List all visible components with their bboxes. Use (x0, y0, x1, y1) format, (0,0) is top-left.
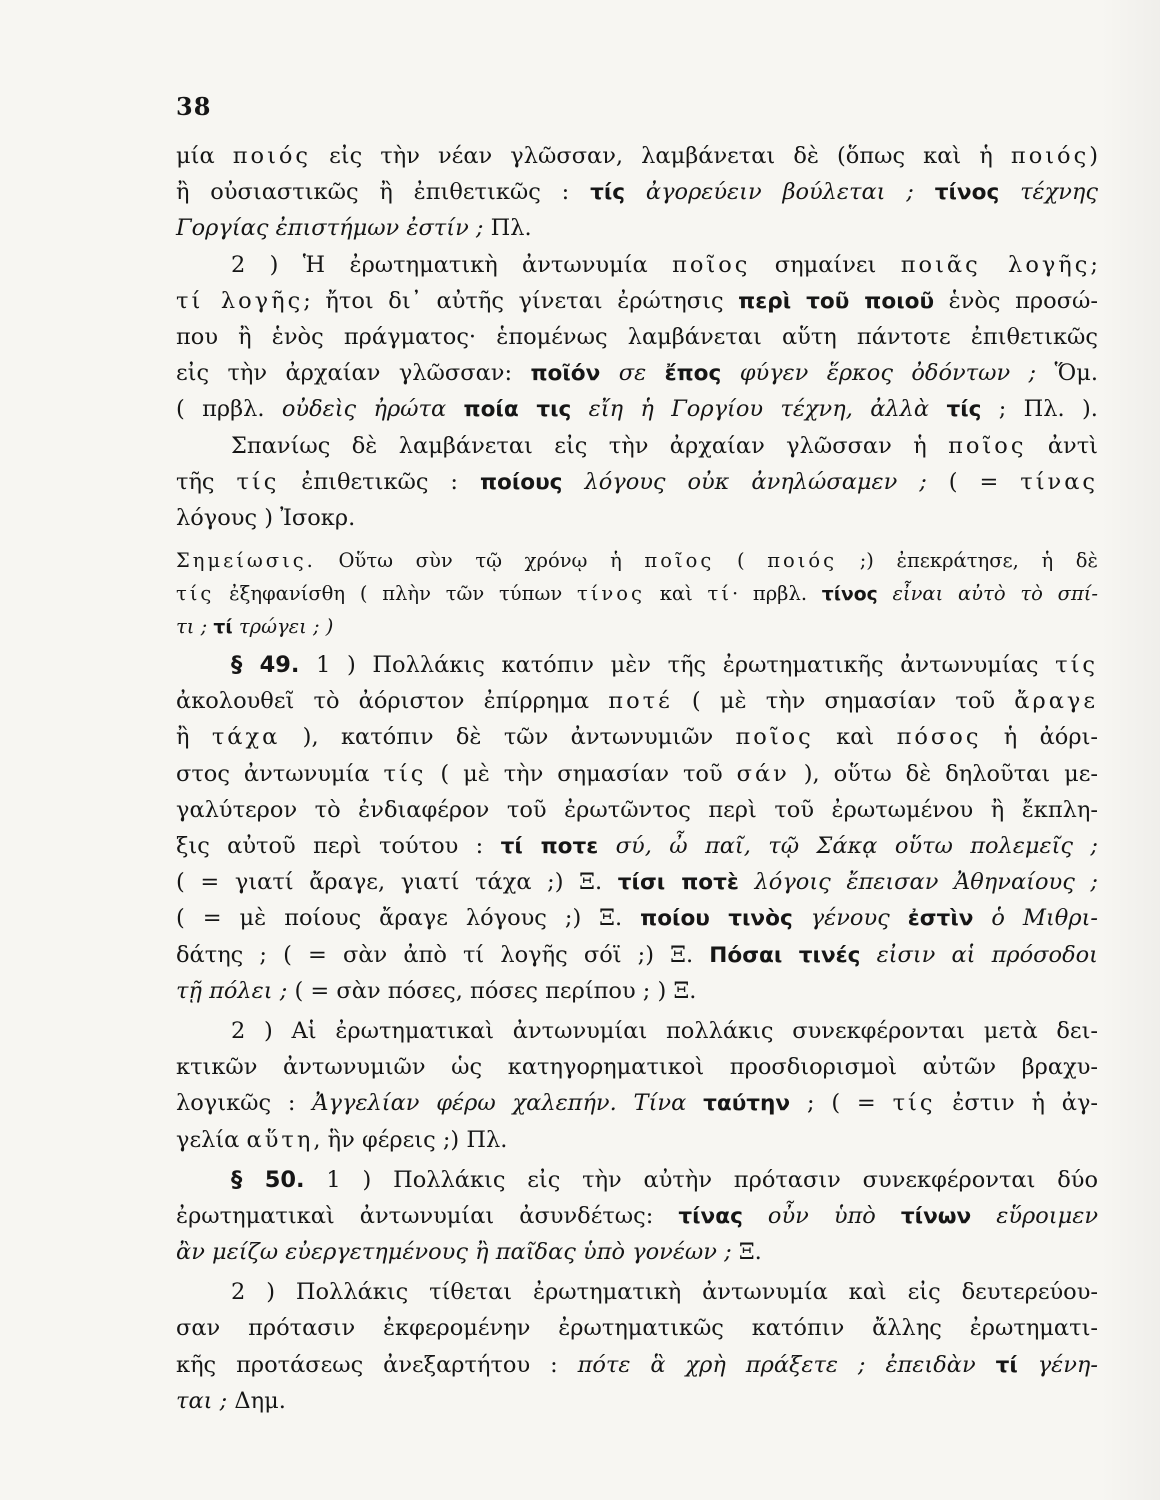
text-segment: ἐπιθετικῶς : (279, 468, 480, 495)
text-segment: ( μὲ τὴν σημασίαν τοῦ (672, 688, 1015, 715)
spaced-term: ποιᾶς λογῆς (900, 251, 1091, 278)
text-segment: ἢ (176, 724, 212, 751)
text-segment: ἢ οὐσιαστικῶς ἢ ἐπιθετικῶς : (176, 179, 591, 206)
page-number: 38 (176, 92, 212, 121)
spaced-term: ποῖος (672, 251, 751, 278)
bold-term: ποία τις (463, 397, 572, 423)
text-segment: λογικῶς : (176, 1090, 313, 1117)
bold-term: τίς (590, 180, 626, 206)
spaced-term: σάν (736, 760, 790, 787)
text-line (176, 464, 1098, 500)
italic-quotation: τρώγει ; ) (232, 615, 334, 639)
text-segment: ( πρβλ. (176, 396, 282, 423)
italic-quotation: Ἀγγελίαν φέρω χαλεπήν. Τίνα (312, 1090, 704, 1117)
spaced-term: ποιός (232, 143, 312, 169)
text-segment: ), κατόπιν δὲ τῶν ἀντωνυμιῶν (280, 724, 736, 751)
italic-quotation: Γοργίας ἐπιστήμων ἐστίν ; (176, 215, 491, 242)
spaced-term: πόσος (896, 724, 982, 751)
text-segment: ἐξηφανίσθη ( πλὴν τῶν τύπων (214, 582, 577, 606)
paragraph-line (176, 1013, 1098, 1049)
bold-term: ταύτην (703, 1091, 791, 1117)
text-segment: καὶ (813, 724, 897, 751)
paragraph-line (176, 1274, 1098, 1310)
bold-term: περὶ τοῦ ποιοῦ (738, 288, 935, 314)
bold-term: τίνος (821, 584, 878, 606)
text-line (176, 937, 1098, 973)
text-segment: ; ἤτοι δι᾽ αὐτῆς γίνεται ἐρώτησις (303, 287, 739, 314)
italic-quotation: ἀγορεύειν βούλεται ; (625, 179, 935, 206)
text-segment: ) (1089, 143, 1098, 169)
text-segment: ), οὕτω δὲ δηλοῦται με- (789, 760, 1099, 787)
text-segment: ἐρωτηματικαὶ ἀντωνυμίαι ἀσυνδέτως: (176, 1202, 679, 1229)
spaced-term: τί (707, 582, 732, 606)
text-line (176, 138, 1098, 174)
section-49-heading-line (176, 647, 1098, 683)
text-segment: τῆς (176, 468, 237, 495)
text-segment: Πλ. (490, 215, 532, 242)
italic-quotation: γένη- (1017, 1351, 1099, 1378)
text-segment: Σπανίως δὲ λαμβάνεται εἰς τὴν ἀρχαίαν γλῶσσαν ἡ (231, 432, 949, 459)
body-text (176, 138, 1098, 1419)
text-line (176, 1347, 1098, 1383)
spaced-term: ποτέ (608, 688, 673, 715)
text-segment: ( = σὰν πόσες, πόσες περίπου ; ) Ξ. (294, 977, 697, 1004)
text-segment: , ἣν φέρεις ;) Πλ. (313, 1126, 508, 1153)
text-segment: καὶ (644, 582, 708, 606)
text-segment: ; Πλ. ). (981, 396, 1098, 423)
bold-term: ποίου τινὸς (640, 906, 793, 932)
spaced-term: ποιός (1010, 143, 1090, 169)
note-line (176, 544, 1098, 577)
text-line (176, 500, 1098, 536)
text-segment: 2 ) Πολλάκις τίθεται ἐρωτηματικὴ ἀντωνυμία καὶ εἰς δευτερεύου- (231, 1279, 1098, 1306)
italic-quotation: σε (600, 360, 665, 387)
text-segment: ἀκολουθεῖ τὸ ἀόριστον ἐπίρρημα (176, 688, 609, 715)
text-segment: 2 ) Ἡ ἐρωτηματικὴ ἀντωνυμία (231, 251, 673, 278)
text-segment: κτικῶν ἀντωνυμιῶν ὡς κατηγορηματικοὶ προσδιορισμοὶ αὐτῶν βραχυ- (176, 1054, 1098, 1081)
text-segment: Ὅμ. (1054, 360, 1098, 387)
text-line (176, 973, 1098, 1009)
spaced-term: τίνας (1020, 468, 1098, 495)
text-line (176, 283, 1098, 319)
text-line (176, 792, 1098, 828)
text-segment: που ἢ ἑνὸς πράγματος· ἑπομένως λαμβάνεται αὕτη πάντοτε ἐπιθετικῶς (176, 323, 1098, 350)
italic-quotation: οὕτω πολεμεῖς ; (894, 833, 1098, 859)
spaced-term: τίς (176, 582, 215, 606)
note-line (176, 577, 1098, 610)
spaced-term: Σημείωσις. (176, 549, 316, 573)
bold-term: ἔπος (664, 361, 722, 387)
text-line (176, 683, 1098, 719)
text-segment: μία (176, 143, 233, 169)
text-segment: σημαίνει (750, 251, 901, 278)
bold-term: τί ποτε (500, 834, 599, 859)
text-segment: εἰς τὴν ἀρχαίαν γλῶσσαν: (176, 360, 531, 387)
italic-quotation: εὕροιμεν (971, 1202, 1099, 1229)
note-line (176, 610, 1098, 643)
spaced-term: τίς (383, 760, 427, 787)
text-segment: λόγους ) Ἰσοκρ. (176, 504, 356, 531)
bold-term: τί (213, 617, 233, 639)
text-segment: Ξ. (738, 1239, 762, 1266)
bold-term: ποίους (479, 469, 563, 495)
text-line (176, 1085, 1098, 1121)
text-segment: ( = μὲ ποίους ἄραγε λόγους ;) Ξ. (176, 905, 641, 932)
text-segment: Οὕτω σὺν τῷ χρόνῳ ἡ (315, 549, 645, 573)
spaced-term: ποῖος (735, 724, 814, 751)
italic-quotation: πότε ἃ χρὴ πράξετε ; ἐπειδὰν (577, 1351, 996, 1378)
text-segment: εἰς τὴν νέαν γλῶσσαν, λαμβάνεται δὲ (ὅπως καὶ ἡ (311, 143, 1011, 169)
text-line (176, 1198, 1098, 1234)
page-edge-shadow (1100, 0, 1160, 1500)
spaced-term: τίς (892, 1090, 936, 1117)
italic-quotation: εἶναι αὐτὸ τὸ σπί- (877, 582, 1098, 606)
text-segment: γαλύτερον τὸ ἐνδιαφέρον τοῦ ἐρωτῶντος περὶ τοῦ ἐρωτωμένου ἢ ἔκπλη- (176, 796, 1098, 823)
spaced-term: ποῖος (948, 432, 1027, 459)
section-number: § 49. (231, 652, 300, 679)
text-line (176, 1234, 1098, 1270)
bold-term: ἐστὶν (907, 906, 974, 932)
bold-term: ποῖόν (530, 361, 601, 387)
italic-quotation: γένους (792, 905, 908, 932)
text-line (176, 1310, 1098, 1346)
italic-quotation: εἴη ἡ Γοργίου τέχνη, ἀλλὰ (571, 396, 947, 423)
bold-term: τί (995, 1352, 1018, 1378)
text-line (176, 1122, 1098, 1158)
spaced-term: ἄραγε (1014, 688, 1099, 715)
italic-quotation: ὁ Μιθρι- (973, 905, 1098, 932)
bold-term: τίνων (900, 1203, 972, 1229)
text-segment: ;) ἐπεκράτησε, ἡ δὲ (837, 549, 1098, 573)
section-number: § 50. (231, 1166, 305, 1193)
text-segment: ; ( = (790, 1090, 893, 1117)
text-segment: ἐστιν ἡ ἀγ- (935, 1090, 1098, 1117)
text-segment: σαν πρότασιν ἐκφερομένην ἐρωτηματικῶς κατόπιν ἄλλης ἐρωτηματι- (176, 1315, 1098, 1342)
text-segment: ξις αὐτοῦ περὶ τούτου : (176, 833, 501, 859)
text-segment: ( μὲ τὴν σημασίαν τοῦ (426, 760, 737, 787)
text-segment: 1 ) Πολλάκις κατόπιν μὲν τῆς ἐρωτηματικῆς ἀντωνυμίας (299, 652, 1056, 679)
text-segment: ( (714, 549, 768, 573)
bold-term: Πόσαι τινές (709, 942, 861, 968)
spaced-term: ποῖος (644, 549, 715, 573)
spaced-term: αὕτη (246, 1126, 314, 1153)
text-segment: ( = (948, 468, 1021, 495)
text-line (176, 210, 1098, 246)
paragraph-line (176, 428, 1098, 464)
text-segment: ( = γιατί ἄραγε, γιατί τάχα ;) Ξ. (176, 869, 618, 896)
text-line (176, 900, 1098, 936)
text-segment: ; (1090, 251, 1098, 278)
italic-quotation: εἰσιν αἱ πρόσοδοι (860, 941, 1098, 968)
italic-quotation: τῇ πόλει ; (176, 977, 295, 1004)
spaced-term: ποιός (767, 549, 838, 573)
text-line (176, 174, 1098, 210)
italic-quotation: λόγοις ἔπεισαν Ἀθηναίους ; (738, 869, 1099, 896)
text-line (176, 719, 1098, 755)
text-segment: ἑνὸς προσώ- (934, 287, 1099, 314)
italic-quotation: οὐδεὶς ἠρώτα (281, 396, 464, 423)
spaced-term: τίς (236, 468, 280, 495)
italic-quotation: σύ, ὦ παῖ, τῷ Σάκᾳ (598, 833, 895, 859)
text-segment: Δημ. (234, 1387, 286, 1414)
text-segment: · πρβλ. (731, 582, 822, 606)
bold-term: τίνας (678, 1203, 743, 1229)
text-line (176, 1383, 1098, 1419)
section-50-heading-line (176, 1162, 1098, 1198)
text-line (176, 391, 1098, 427)
italic-quotation: ἂν μείζω εὐεργετημένους ἢ παῖδας ὑπὸ γονέων ; (176, 1239, 739, 1266)
italic-quotation: τέχνης (999, 179, 1098, 206)
spaced-term: τάχα (211, 724, 281, 751)
spaced-term: τί λογῆς (176, 287, 304, 314)
bold-term: τίς (946, 397, 982, 423)
text-segment: ἡ ἀόρι- (981, 724, 1098, 751)
text-segment: δάτης ; ( = σὰν ἀπὸ τί λογῆς σόϊ ;) Ξ. (176, 941, 710, 968)
text-line (176, 319, 1098, 355)
text-segment: 1 ) Πολλάκις εἰς τὴν αὐτὴν πρότασιν συνεκφέρονται δύο (304, 1166, 1098, 1193)
text-segment: στος ἀντωνυμία (176, 760, 384, 787)
italic-quotation: ται ; (176, 1387, 235, 1414)
text-line (176, 1049, 1098, 1085)
spaced-term: τίνος (577, 582, 645, 606)
text-segment: γελία (176, 1126, 247, 1153)
bold-term: τίσι ποτὲ (617, 870, 739, 896)
italic-quotation: οὖν ὑπὸ (742, 1202, 901, 1229)
text-line (176, 828, 1098, 864)
text-segment: κῆς προτάσεως ἀνεξαρτήτου : (176, 1351, 578, 1378)
paragraph-2-line (176, 247, 1098, 283)
spaced-term: τίς (1055, 652, 1098, 679)
text-segment: ἀντὶ (1026, 432, 1098, 459)
text-line (176, 355, 1098, 391)
bold-term: τίνος (934, 180, 1000, 206)
text-line (176, 756, 1098, 792)
italic-quotation: φύγεν ἕρκος ὀδόντων ; (721, 360, 1055, 387)
italic-quotation: τι ; (176, 615, 214, 639)
italic-quotation: λόγους οὐκ ἀνηλώσαμεν ; (562, 468, 949, 495)
text-line (176, 864, 1098, 900)
text-segment: 2 ) Αἱ ἐρωτηματικαὶ ἀντωνυμίαι πολλάκις συνεκφέρονται μετὰ δει- (231, 1017, 1098, 1044)
